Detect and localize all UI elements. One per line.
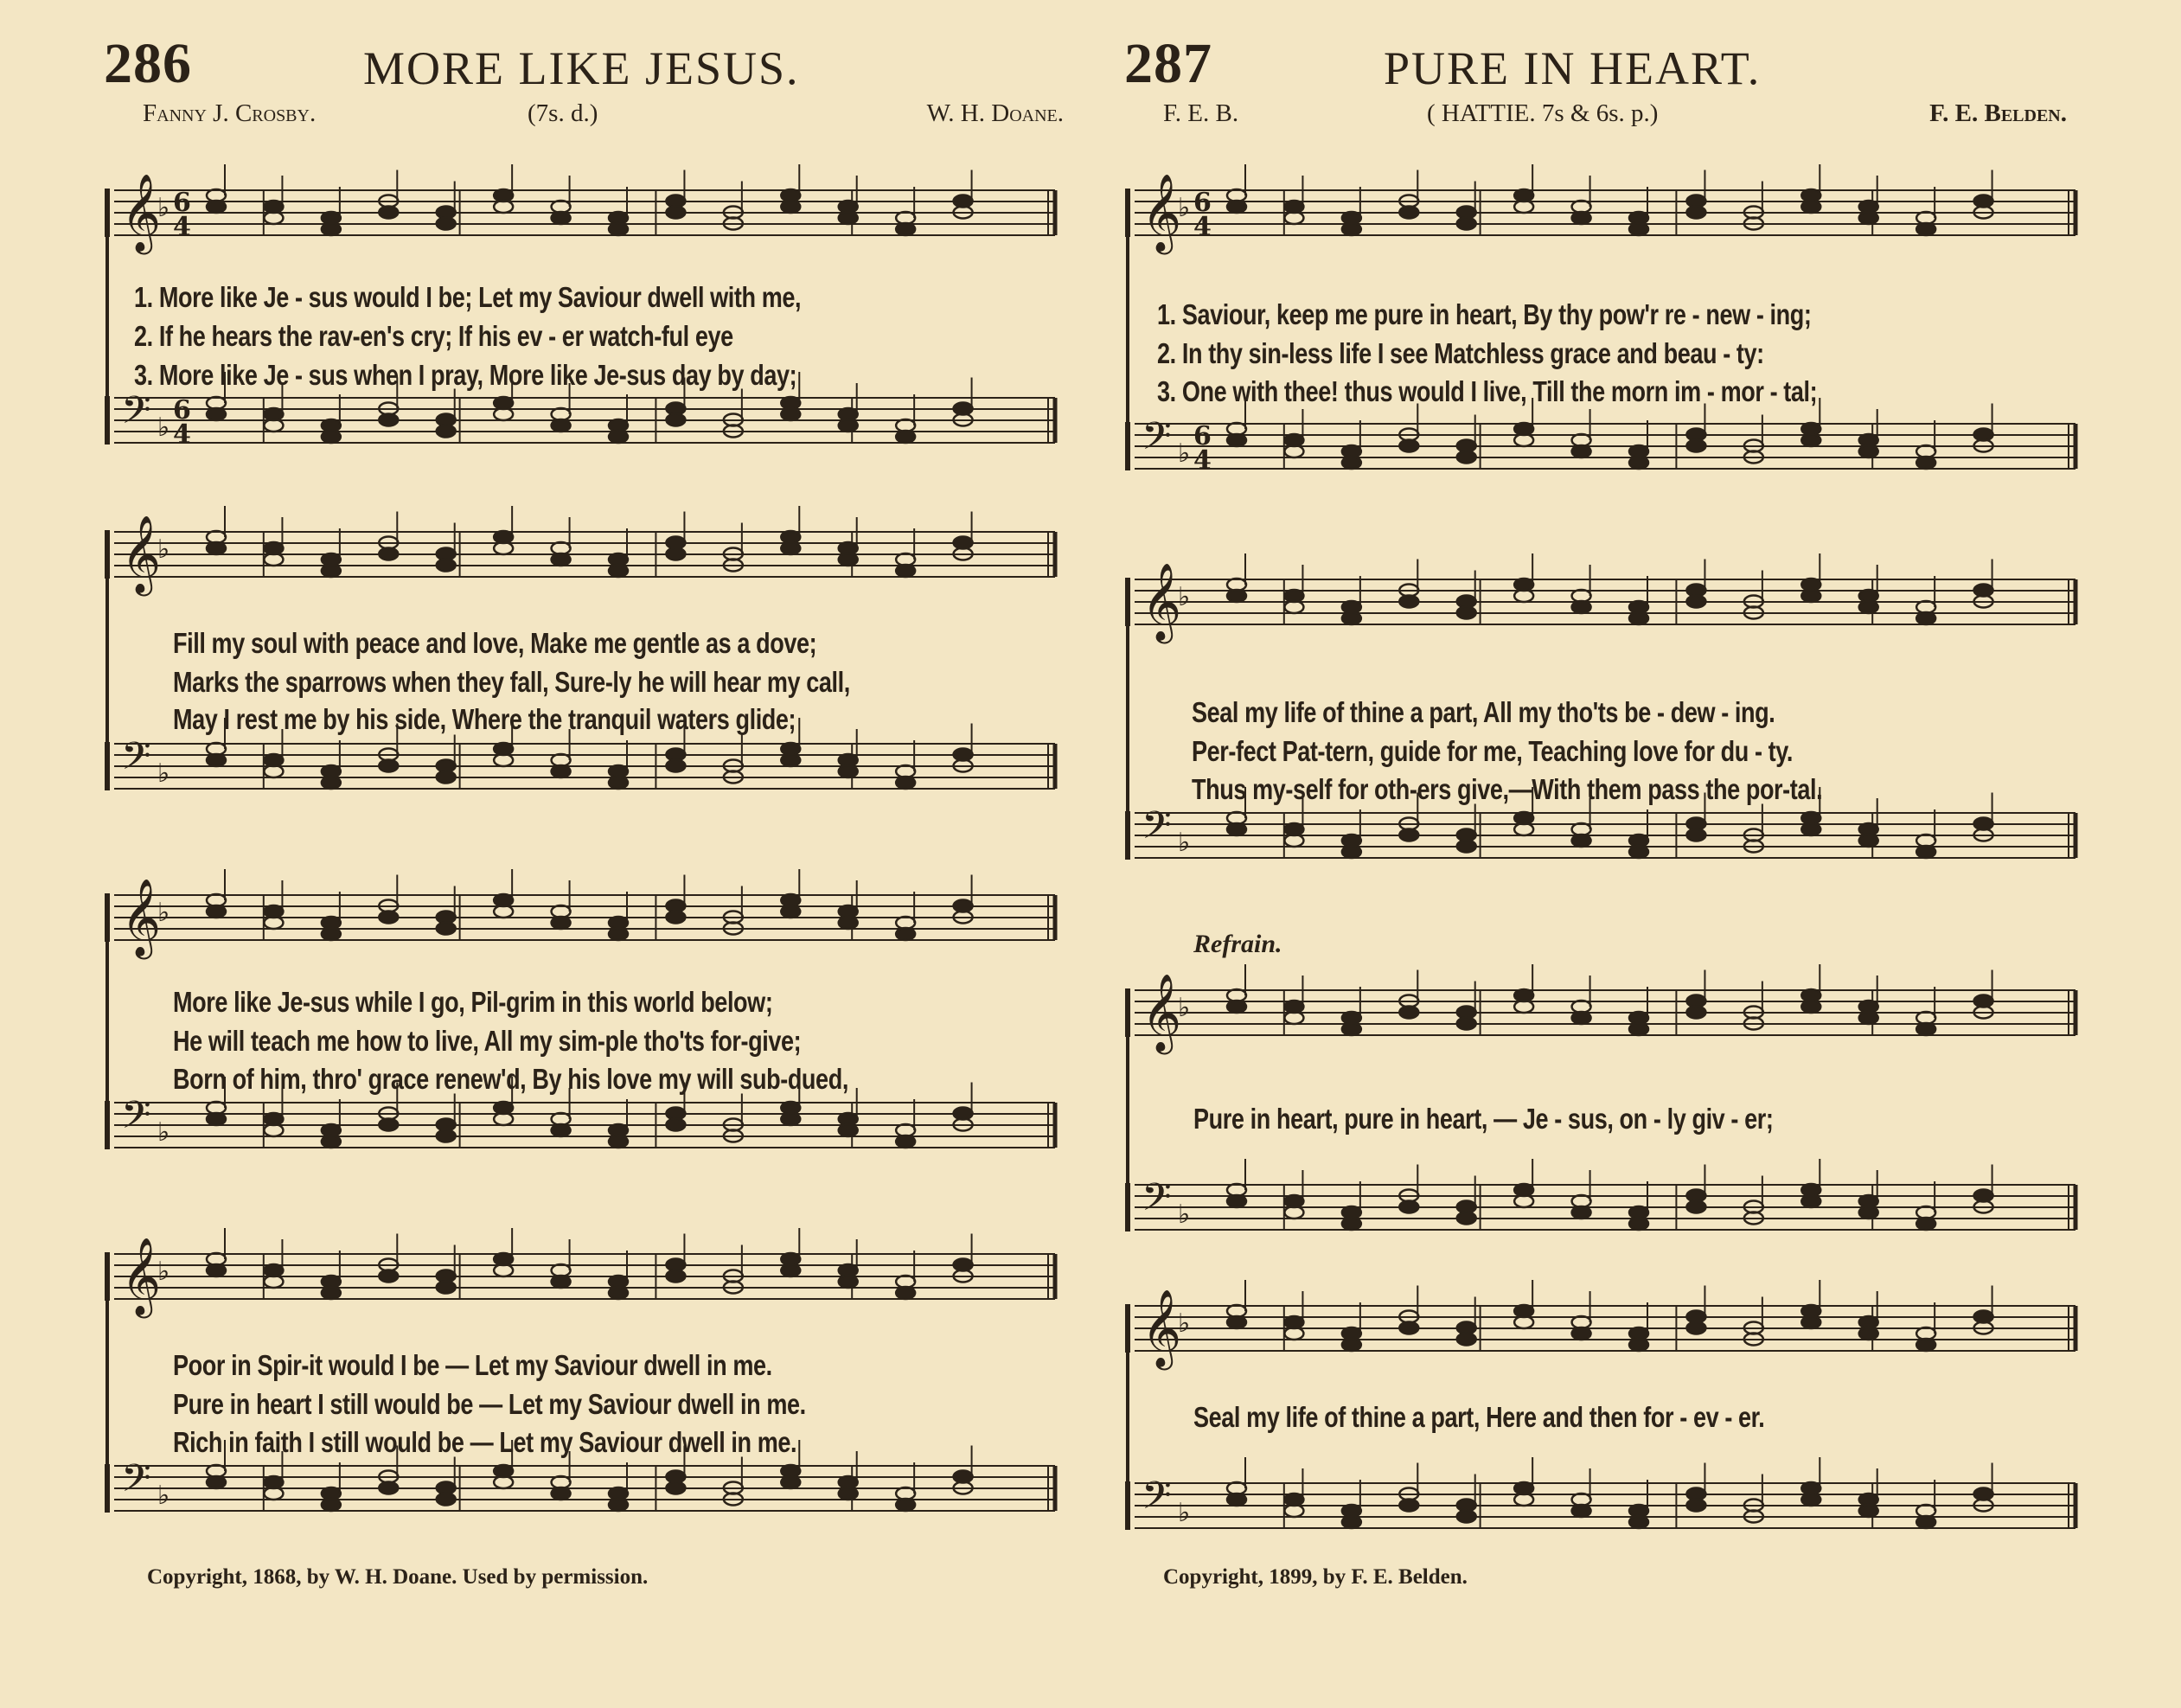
note-head [1399, 829, 1418, 841]
lyric-verse-1: Seal my life of thine a part, All my tho'ts be - dew - ing. [1192, 696, 1775, 728]
composer: F. E. Belden. [1929, 99, 2067, 127]
treble-staff [1128, 1280, 2075, 1371]
note-head [1572, 1012, 1591, 1024]
note-head [839, 765, 858, 777]
note-head [1399, 1322, 1418, 1334]
lyric-verse-3: Rich in faith I still would be — Let my Saviour dwell in me. [173, 1426, 797, 1458]
note-head [609, 565, 628, 577]
treble-staff [1128, 553, 2075, 644]
note-head [1342, 1516, 1361, 1528]
note-head [437, 1494, 456, 1506]
meter: (7s. d.) [528, 99, 598, 127]
note-head [1457, 841, 1476, 853]
note-head [896, 565, 915, 577]
note-head [1227, 434, 1246, 446]
note-head [1572, 601, 1591, 613]
note-head [437, 1282, 456, 1294]
note-head [1859, 835, 1878, 847]
treble-staff [107, 506, 1055, 597]
note-head [1342, 1218, 1361, 1230]
note-head [437, 1130, 456, 1142]
treble-clef-icon: 𝄞 [121, 515, 162, 593]
note-head [1227, 823, 1246, 835]
lyric-verse-3: Born of him, thro' grace renew'd, By his love my will sub-dued, [173, 1063, 848, 1095]
note-head [1227, 590, 1246, 602]
lyric-verse-2: Per-fect Pat-tern, guide for me, Teaching love for du - ty. [1192, 735, 1794, 767]
note-head [379, 1119, 398, 1131]
treble-clef-icon: 𝄞 [1142, 563, 1182, 641]
note-head [1399, 1007, 1418, 1019]
hymn-header [1124, 26, 2084, 99]
note-head [437, 425, 456, 438]
note-head [1457, 1334, 1476, 1346]
note-head [839, 1124, 858, 1136]
lyric-verse-2: Marks the sparrows when they fall, Sure-ly he will hear my call, [173, 666, 850, 698]
note-head [322, 565, 341, 577]
music-system [104, 506, 1072, 835]
flat-sign-icon: ♭ [1178, 828, 1191, 858]
bass-clef-icon: 𝄢 [1142, 413, 1172, 468]
treble-clef-icon: 𝄞 [121, 174, 162, 252]
hymn-number: 286 [104, 32, 192, 95]
note-head [666, 1482, 685, 1494]
lyric-verse-2: Pure in heart I still would be — Let my Saviour dwell in me. [173, 1388, 806, 1420]
lyric-refrain: Seal my life of thine a part, Here and then for - ev - er. [1193, 1401, 1765, 1433]
note-head [1916, 1516, 1935, 1528]
note-head [1399, 596, 1418, 608]
composer: W. H. Doane. [926, 99, 1064, 127]
hymn-title: MORE LIKE JESUS. [363, 42, 800, 94]
note-head [1686, 1201, 1705, 1213]
note-head [1629, 846, 1648, 858]
note-head [896, 223, 915, 235]
note-head [207, 1476, 226, 1488]
note-head [322, 431, 341, 443]
note-head [1686, 207, 1705, 219]
note-head [1227, 1316, 1246, 1328]
note-head [552, 1124, 571, 1136]
note-head [781, 1113, 800, 1125]
hymn-286 [104, 26, 1064, 1652]
note-head [666, 1119, 685, 1131]
note-head [1572, 1206, 1591, 1219]
hymn-header [104, 26, 1064, 99]
note-head [1859, 212, 1878, 224]
note-head [437, 771, 456, 784]
flat-sign-icon: ♭ [157, 1117, 170, 1148]
treble-staff [1128, 964, 2075, 1055]
flat-sign-icon: ♭ [157, 534, 170, 565]
note-head [781, 754, 800, 766]
note-head [1399, 1500, 1418, 1512]
note-head [552, 212, 571, 224]
note-head [609, 777, 628, 789]
music-system [1124, 1280, 2093, 1565]
note-head [781, 408, 800, 420]
music-system [1124, 964, 2093, 1276]
note-head [839, 1276, 858, 1288]
author: Fanny J. Crosby. [143, 99, 317, 127]
note-head [1227, 1001, 1246, 1013]
note-head [322, 1135, 341, 1148]
note-head [1629, 223, 1648, 235]
flat-sign-icon: ♭ [1178, 1498, 1191, 1528]
note-head [1629, 1023, 1648, 1035]
note-head [839, 419, 858, 432]
note-head [666, 1270, 685, 1283]
copyright-notice: Copyright, 1868, by W. H. Doane. Used by permission. [147, 1565, 649, 1589]
lyric-verse-3: 3. One with thee! thus would I live, Till the morn im - mor - tal; [1157, 375, 1818, 407]
note-head [379, 760, 398, 772]
note-head [322, 1499, 341, 1511]
note-head [839, 917, 858, 929]
note-head [896, 1287, 915, 1299]
time-signature-icon: 6 [1193, 188, 1212, 218]
note-head [1572, 212, 1591, 224]
note-head [322, 223, 341, 235]
bass-staff [1128, 398, 2075, 476]
treble-clef-icon: 𝄞 [121, 1238, 162, 1315]
treble-clef-icon: 𝄞 [1142, 174, 1182, 252]
note-head [896, 431, 915, 443]
note-head [896, 777, 915, 789]
note-head [1916, 223, 1935, 235]
note-head [379, 414, 398, 426]
note-head [1629, 457, 1648, 469]
note-head [207, 905, 226, 918]
note-head [609, 431, 628, 443]
note-head [207, 754, 226, 766]
note-head [552, 917, 571, 929]
note-head [609, 1499, 628, 1511]
lyric-verse-1: More like Je-sus while I go, Pil-grim in this world below; [173, 986, 773, 1018]
note-head [437, 218, 456, 230]
music-system [104, 1224, 1072, 1552]
flat-sign-icon: ♭ [1178, 582, 1191, 612]
lyric-verse-3: Thus my-self for oth-ers give,—With them pass the por-tal. [1192, 773, 1823, 805]
note-head [609, 928, 628, 940]
note-head [437, 560, 456, 572]
note-head [1801, 434, 1820, 446]
note-head [839, 1487, 858, 1500]
hymn-credits [1124, 99, 2084, 143]
note-head [666, 912, 685, 924]
flat-sign-icon: ♭ [1178, 193, 1191, 223]
note-head [1859, 1505, 1878, 1517]
note-head [1457, 218, 1476, 230]
time-signature-icon: 4 [1193, 445, 1212, 476]
note-head [1859, 1327, 1878, 1340]
time-signature-icon: 4 [173, 419, 191, 450]
note-head [1859, 601, 1878, 613]
note-head [666, 548, 685, 560]
flat-sign-icon: ♭ [157, 1481, 170, 1511]
treble-staff [107, 869, 1055, 960]
copyright-notice: Copyright, 1899, by F. E. Belden. [1163, 1565, 1468, 1589]
lyric-verse-1: 1. More like Je - sus would I be; Let my Saviour dwell with me, [134, 281, 802, 313]
lyric-verse-2: 2. If he hears the rav-en's cry; If his ev - er watch-ful eye [134, 320, 733, 352]
note-head [781, 1476, 800, 1488]
bass-clef-icon: 𝄢 [121, 1092, 151, 1147]
bass-clef-icon: 𝄢 [1142, 803, 1172, 857]
flat-sign-icon: ♭ [157, 898, 170, 928]
flat-sign-icon: ♭ [1178, 1308, 1191, 1339]
note-head [207, 201, 226, 213]
time-signature-icon: 4 [173, 212, 191, 242]
note-head [1916, 846, 1935, 858]
flat-sign-icon: ♭ [157, 193, 170, 223]
note-head [1629, 1339, 1648, 1351]
note-head [207, 408, 226, 420]
hymn-287 [1124, 26, 2084, 1652]
note-head [1686, 1007, 1705, 1019]
note-head [1457, 1018, 1476, 1030]
time-signature-icon: 6 [173, 395, 191, 425]
flat-sign-icon: ♭ [157, 413, 170, 443]
note-head [1572, 445, 1591, 457]
hymn-number: 287 [1124, 32, 1212, 95]
note-head [1686, 1322, 1705, 1334]
note-head [1342, 1339, 1361, 1351]
music-system [1124, 553, 2093, 917]
note-head [552, 1276, 571, 1288]
meter: ( HATTIE. 7s & 6s. p.) [1427, 99, 1659, 127]
note-head [1399, 1201, 1418, 1213]
note-head [1916, 1339, 1935, 1351]
flat-sign-icon: ♭ [1178, 1199, 1191, 1230]
note-head [322, 777, 341, 789]
note-head [896, 1499, 915, 1511]
note-head [379, 912, 398, 924]
flat-sign-icon: ♭ [157, 1257, 170, 1287]
note-head [552, 419, 571, 432]
note-head [1859, 1012, 1878, 1024]
note-head [1686, 829, 1705, 841]
note-head [552, 553, 571, 566]
music-system [104, 164, 1072, 489]
lyric-verse-1: Poor in Spir-it would I be — Let my Saviour dwell in me. [173, 1349, 772, 1381]
bass-clef-icon: 𝄢 [121, 1455, 151, 1510]
lyric-verse-3: May I rest me by his side, Where the tranquil waters glide; [173, 703, 796, 735]
note-head [379, 207, 398, 219]
note-head [1457, 607, 1476, 619]
time-signature-icon: 6 [1193, 421, 1212, 451]
note-head [781, 201, 800, 213]
lyric-verse-2: He will teach me how to live, All my sim-ple tho'ts for-give; [173, 1025, 802, 1057]
note-head [1686, 1500, 1705, 1512]
note-head [1686, 440, 1705, 452]
note-head [781, 542, 800, 554]
note-head [609, 1135, 628, 1148]
note-head [1916, 612, 1935, 624]
note-head [1572, 1505, 1591, 1517]
note-head [1916, 1218, 1935, 1230]
note-head [609, 223, 628, 235]
note-head [552, 1487, 571, 1500]
treble-clef-icon: 𝄞 [121, 879, 162, 956]
note-head [1629, 1516, 1648, 1528]
lyric-verse-1: Fill my soul with peace and love, Make me gentle as a dove; [173, 627, 817, 659]
refrain-label: Refrain. [1193, 930, 1282, 958]
note-head [781, 905, 800, 918]
note-head [552, 765, 571, 777]
bass-staff [1128, 1159, 2075, 1231]
note-head [207, 1113, 226, 1125]
note-head [1342, 223, 1361, 235]
note-head [1686, 596, 1705, 608]
note-head [1801, 1001, 1820, 1013]
note-head [609, 1287, 628, 1299]
note-head [1801, 1494, 1820, 1506]
note-head [1859, 445, 1878, 457]
note-head [666, 760, 685, 772]
note-head [1629, 612, 1648, 624]
flat-sign-icon: ♭ [1178, 993, 1191, 1023]
note-head [322, 1287, 341, 1299]
note-head [1457, 451, 1476, 464]
lyric-verse-2: 2. In thy sin-less life I see Matchless grace and beau - ty: [1157, 337, 1764, 369]
time-signature-icon: 4 [1193, 212, 1212, 242]
note-head [1801, 201, 1820, 213]
note-head [1801, 1316, 1820, 1328]
note-head [1342, 1023, 1361, 1035]
note-head [839, 553, 858, 566]
note-head [1859, 1206, 1878, 1219]
note-head [1916, 1023, 1935, 1035]
bass-clef-icon: 𝄢 [121, 387, 151, 442]
note-head [1399, 440, 1418, 452]
note-head [207, 1264, 226, 1276]
note-head [839, 212, 858, 224]
lyric-verse-1: 1. Saviour, keep me pure in heart, By thy pow'r re - new - ing; [1157, 298, 1812, 330]
note-head [666, 414, 685, 426]
hymn-credits [104, 99, 1064, 143]
hymn-title: PURE IN HEART. [1384, 42, 1762, 94]
time-signature-icon: 6 [173, 188, 191, 218]
treble-clef-icon: 𝄞 [1142, 1289, 1182, 1367]
flat-sign-icon: ♭ [157, 758, 170, 789]
treble-staff [1128, 164, 2075, 255]
note-head [1227, 1195, 1246, 1207]
note-head [1342, 457, 1361, 469]
author: F. E. B. [1163, 99, 1239, 127]
bass-clef-icon: 𝄢 [1142, 1473, 1172, 1527]
bass-staff [1128, 1457, 2075, 1530]
note-head [896, 1135, 915, 1148]
bass-clef-icon: 𝄢 [121, 733, 151, 788]
lyric-refrain: Pure in heart, pure in heart, — Je - sus, on - ly giv - er; [1193, 1103, 1774, 1135]
treble-clef-icon: 𝄞 [1142, 974, 1182, 1052]
note-head [379, 1482, 398, 1494]
note-head [1916, 457, 1935, 469]
bass-clef-icon: 𝄢 [1142, 1174, 1172, 1229]
note-head [1342, 612, 1361, 624]
note-head [1342, 846, 1361, 858]
note-head [379, 1270, 398, 1283]
note-head [1801, 823, 1820, 835]
note-head [1629, 1218, 1648, 1230]
note-head [1801, 590, 1820, 602]
flat-sign-icon: ♭ [1178, 438, 1191, 469]
note-head [1227, 201, 1246, 213]
note-head [322, 928, 341, 940]
note-head [379, 548, 398, 560]
note-head [1457, 1212, 1476, 1225]
note-head [1572, 1327, 1591, 1340]
music-system [104, 869, 1072, 1193]
lyric-verse-3: 3. More like Je - sus when I pray, More like Je-sus day by day; [134, 359, 797, 391]
note-head [1227, 1494, 1246, 1506]
treble-staff [107, 164, 1055, 255]
note-head [666, 207, 685, 219]
note-head [896, 928, 915, 940]
note-head [1572, 835, 1591, 847]
note-head [1399, 207, 1418, 219]
note-head [437, 923, 456, 935]
note-head [1457, 1511, 1476, 1523]
music-system [1124, 164, 2093, 528]
note-head [781, 1264, 800, 1276]
note-head [207, 542, 226, 554]
note-head [1801, 1195, 1820, 1207]
treble-staff [107, 1228, 1055, 1319]
